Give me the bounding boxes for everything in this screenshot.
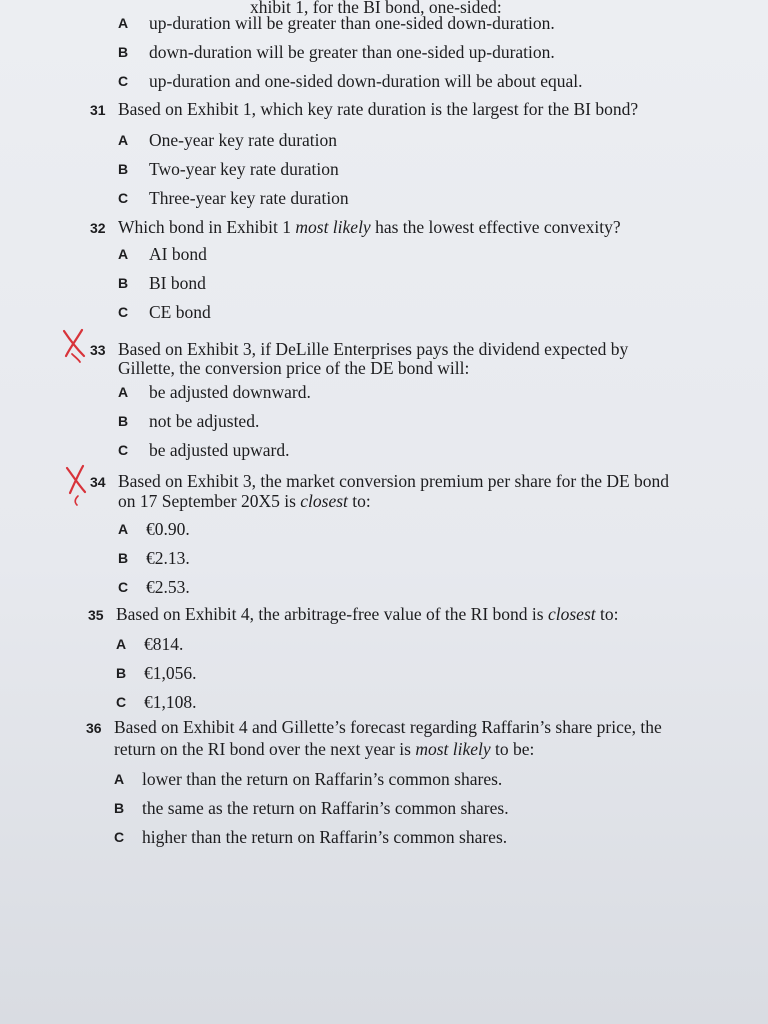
option-text: lower than the return on Raffarin’s common shares. — [142, 769, 503, 789]
question-stem — [88, 603, 618, 626]
question-stem — [90, 216, 621, 239]
option-text: CE bond — [149, 302, 211, 322]
option-text: €2.53. — [146, 577, 190, 597]
handwritten-x-mark-icon — [62, 462, 92, 508]
option-letter: A — [117, 521, 129, 537]
question-number: 34 — [90, 474, 106, 490]
top-fragment: xhibit 1, for the BI bond, one-sided: — [250, 0, 502, 17]
option-letter: A — [115, 636, 127, 652]
option-text: €2.13. — [146, 548, 190, 568]
question-stem-text: Based on Exhibit 3, if DeLille Enterprises pays the dividend expected by — [117, 339, 629, 359]
option-letter: C — [117, 579, 129, 595]
option-letter: A — [117, 15, 129, 31]
option-text: One-year key rate duration — [149, 130, 338, 150]
option-letter: A — [117, 246, 129, 262]
option-letter: C — [117, 73, 129, 89]
option-text: not be adjusted. — [149, 411, 260, 431]
question-stem-text: Based on Exhibit 4 and Gillette’s forecast regarding Raffarin’s share price, the — [113, 717, 662, 737]
option-letter: C — [117, 442, 129, 458]
option-letter: A — [113, 771, 125, 787]
option-text: the same as the return on Raffarin’s common shares. — [142, 798, 509, 818]
option-text: Two-year key rate duration — [149, 159, 339, 179]
question-number: 33 — [90, 342, 106, 358]
option-letter: B — [117, 44, 129, 60]
option-text: Three-year key rate duration — [149, 188, 349, 208]
question-stem-line2: return on the RI bond over the next year is most likely to be: — [114, 739, 535, 759]
handwritten-x-mark-icon — [58, 326, 92, 366]
question-stem-text: Based on Exhibit 4, the arbitrage-free value of the RI bond is closest to: — [115, 604, 619, 624]
option-text: up-duration will be greater than one-sided down-duration. — [149, 13, 555, 33]
question-stem — [90, 98, 638, 121]
option-letter: B — [117, 161, 129, 177]
question-stem-line2: Gillette, the conversion price of the DE bond will: — [118, 358, 470, 378]
question-stem-line2: on 17 September 20X5 is closest to: — [118, 491, 371, 511]
option-text: BI bond — [149, 273, 206, 293]
option-letter: B — [113, 800, 125, 816]
option-letter: B — [115, 665, 127, 681]
question-stem-text: Based on Exhibit 3, the market conversion premium per share for the DE bond — [117, 471, 670, 491]
option-text: up-duration and one-sided down-duration will be about equal. — [149, 71, 583, 91]
question-number: 35 — [88, 607, 104, 623]
option-text: be adjusted downward. — [149, 382, 311, 402]
option-text: down-duration will be greater than one-sided up-duration. — [149, 42, 555, 62]
option-text: €0.90. — [146, 519, 190, 539]
question-number: 32 — [90, 220, 106, 236]
option-letter: B — [117, 275, 129, 291]
option-text: €1,108. — [144, 692, 197, 712]
option-text: €1,056. — [144, 663, 197, 683]
option-letter: A — [117, 384, 129, 400]
option-letter: C — [113, 829, 125, 845]
option-letter: C — [115, 694, 127, 710]
option-letter: C — [117, 304, 129, 320]
option-letter: B — [117, 550, 129, 566]
option-text: be adjusted upward. — [149, 440, 290, 460]
question-stem-text: Based on Exhibit 1, which key rate duration is the largest for the BI bond? — [117, 99, 639, 119]
option-text: AI bond — [149, 244, 207, 264]
question-number: 36 — [86, 720, 102, 736]
question-stem-text: Which bond in Exhibit 1 most likely has the lowest effective convexity? — [117, 217, 621, 237]
option-letter: A — [117, 132, 129, 148]
option-text: €814. — [144, 634, 184, 654]
option-letter: B — [117, 413, 129, 429]
option-text: higher than the return on Raffarin’s common shares. — [142, 827, 508, 847]
question-stem — [86, 716, 662, 739]
question-number: 31 — [90, 102, 106, 118]
option-letter: C — [117, 190, 129, 206]
